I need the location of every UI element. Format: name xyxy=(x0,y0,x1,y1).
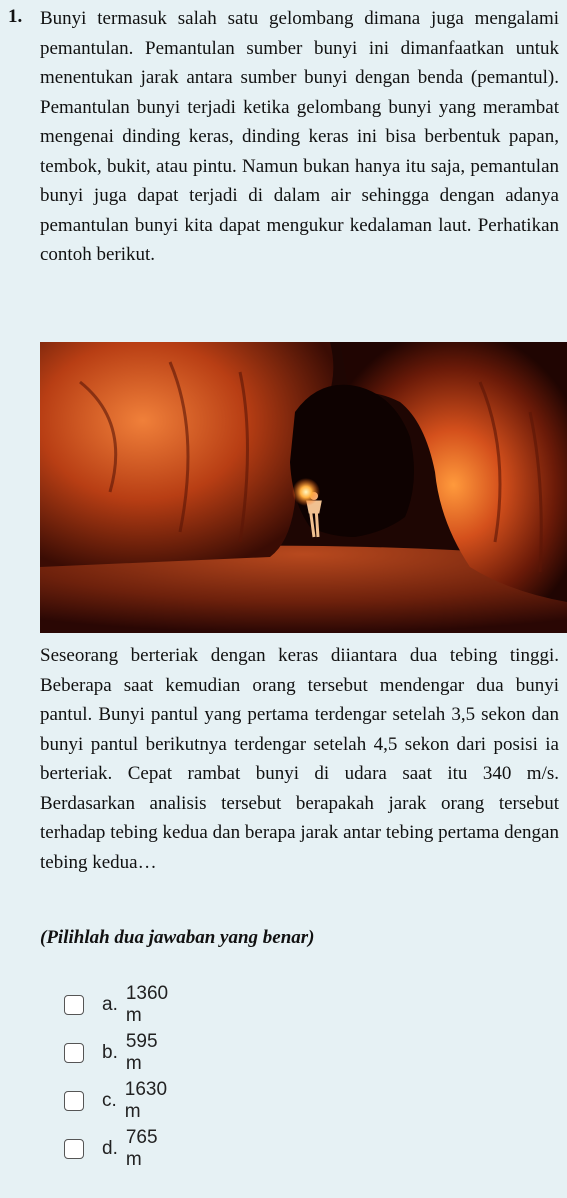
checkbox-b[interactable] xyxy=(64,1043,84,1063)
option-letter: c. xyxy=(102,1090,117,1111)
checkbox-c[interactable] xyxy=(64,1091,84,1111)
option-letter: d. xyxy=(102,1138,118,1159)
option-letter: a. xyxy=(102,994,118,1015)
question-body-text: Seseorang berteriak dengan keras diiantara dua tebing tinggi. Beberapa saat kemudian orang tersebut mendengar dua bunyi pantul. Bunyi pantul yang pertama terdengar setelah 3,5 sekon dan bunyi pantul berikutnya terdengar setelah 4,5 sekon dari posisi ia berteriak. Cepat rambat bunyi di udara saat itu 340 m/s. Berdasarkan analisis tersebut berapakah jarak orang tersebut terhadap tebing kedua dan berapa jarak antar tebing pertama dengan tebing kedua… xyxy=(40,645,559,873)
answer-instruction: (Pilihlah dua jawaban yang benar) xyxy=(40,927,315,948)
option-b[interactable] xyxy=(64,1031,158,1074)
option-a[interactable] xyxy=(64,983,169,1026)
option-text: 1630 m xyxy=(124,1079,168,1122)
checkbox-a[interactable] xyxy=(64,995,84,1015)
question-number: 1. xyxy=(8,6,23,27)
option-text: 765 m xyxy=(125,1127,158,1170)
option-text: 1360 m xyxy=(125,983,169,1026)
option-text: 595 m xyxy=(125,1031,158,1074)
option-d[interactable] xyxy=(64,1127,158,1170)
cave-photo xyxy=(40,342,567,633)
checkbox-d[interactable] xyxy=(64,1139,84,1159)
option-c[interactable] xyxy=(64,1079,168,1122)
option-letter: b. xyxy=(102,1042,118,1063)
question-intro-text: Bunyi termasuk salah satu gelombang dimana juga mengalami pemantulan. Pemantulan sumber bunyi ini dimanfaatkan untuk menentukan jarak antara sumber bunyi dengan benda (pemantul). Pemantulan bunyi terjadi ketika gelombang bunyi yang merambat mengenai dinding keras, dinding keras ini bisa berbentuk papan, tembok, bukit, atau pintu. Namun bukan hanya itu saja, pemantulan bunyi juga dapat terjadi di dalam air sehingga dengan adanya pemantulan bunyi kita dapat mengukur kedalaman laut. Perhatikan contoh berikut. xyxy=(40,8,559,265)
